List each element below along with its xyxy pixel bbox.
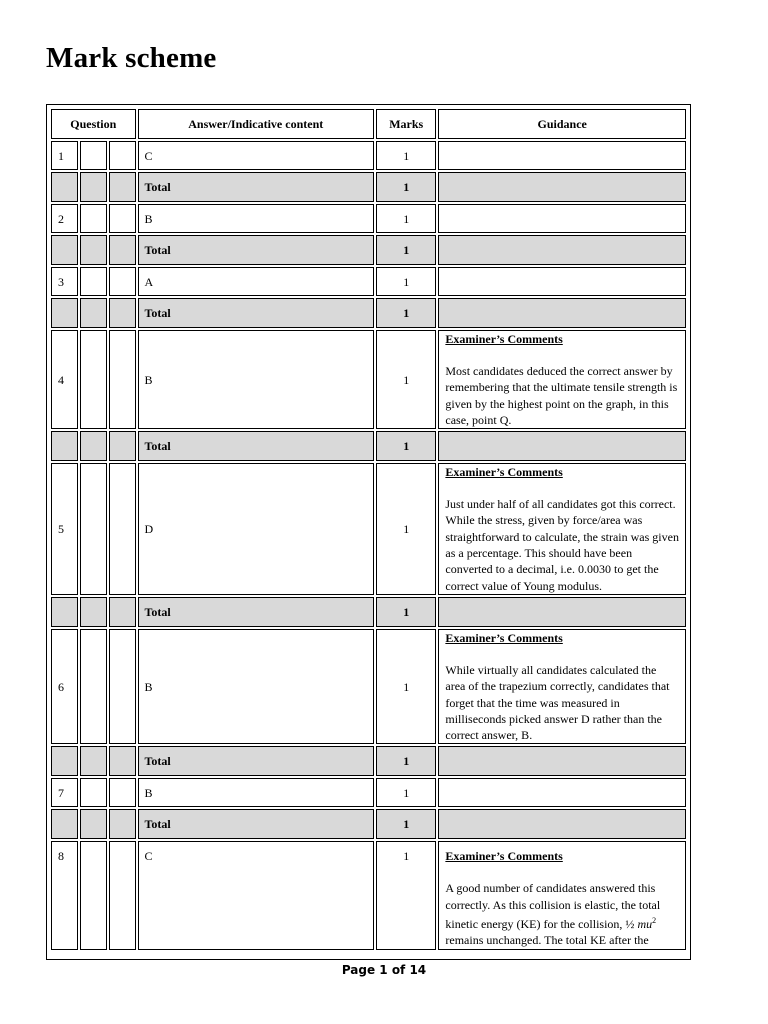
examiner-comments-text: Just under half of all candidates got this correct. While the stress, given by force/area was straightforward to calculate, the strain was given as a percentage. This should have been converted to a decimal, i.e. 0.0030 to get the correct value of Young modulus. <box>445 497 679 593</box>
guidance-cell <box>438 629 686 744</box>
table-row <box>51 141 686 170</box>
table-row <box>51 778 686 807</box>
guidance-cell <box>438 141 686 170</box>
total-label: Total <box>138 746 375 776</box>
total-label: Total <box>138 235 375 265</box>
examiner-comments-text: Most candidates deduced the correct answer by remembering that the ultimate tensile strength is given by the highest point on the graph, in this case, point Q. <box>445 364 678 427</box>
marks-cell: 1 <box>376 629 436 744</box>
table-row <box>51 204 686 233</box>
total-row <box>51 431 686 461</box>
question-number: 3 <box>51 267 78 296</box>
total-marks: 1 <box>376 298 436 328</box>
total-label: Total <box>138 298 375 328</box>
answer-cell: B <box>138 204 375 233</box>
marks-cell: 1 <box>376 463 436 595</box>
total-marks: 1 <box>376 746 436 776</box>
total-row <box>51 597 686 627</box>
guidance-cell <box>438 463 686 595</box>
mark-scheme-frame <box>46 104 691 960</box>
total-marks: 1 <box>376 809 436 839</box>
total-marks: 1 <box>376 235 436 265</box>
total-marks: 1 <box>376 172 436 202</box>
total-label: Total <box>138 172 375 202</box>
examiner-comments-heading: Examiner’s Comments <box>445 465 563 480</box>
examiner-comments-heading: Examiner’s Comments <box>445 849 563 864</box>
guidance-cell <box>438 778 686 807</box>
guidance-cell <box>438 204 686 233</box>
answer-cell: B <box>138 330 375 429</box>
total-row <box>51 809 686 839</box>
examiner-comments-heading: Examiner’s Comments <box>445 332 563 346</box>
guidance-cell <box>438 330 686 429</box>
marks-cell: 1 <box>376 267 436 296</box>
question-number: 8 <box>51 841 78 949</box>
total-label: Total <box>138 809 375 839</box>
page-footer: Page 1 of 14 <box>341 963 427 977</box>
guidance-cell <box>438 841 686 949</box>
total-row <box>51 746 686 776</box>
total-label: Total <box>138 597 375 627</box>
header-marks: Marks <box>376 109 436 139</box>
table-row <box>51 267 686 296</box>
answer-cell: A <box>138 267 375 296</box>
examiner-comments-text: While virtually all candidates calculated the area of the trapezium correctly, candidates that forget that the time was measured in milliseconds picked answer D rather than the correct answer, B. <box>445 662 670 743</box>
table-row <box>51 463 686 595</box>
marks-cell: 1 <box>376 141 436 170</box>
total-row <box>51 235 686 265</box>
guidance-cell <box>438 267 686 296</box>
question-number: 4 <box>51 330 78 429</box>
header-guidance: Guidance <box>438 109 686 139</box>
examiner-comments-text: A good number of candidates answered this correctly. As this collision is elastic, the total kinetic energy (KE) for the collision, ½ $mu^2$ remains unchanged. The total KE after the <box>445 881 661 948</box>
page-title: Mark scheme <box>46 42 217 74</box>
answer-cell: C <box>138 841 375 949</box>
answer-cell: C <box>138 141 375 170</box>
answer-cell: B <box>138 629 375 744</box>
total-row <box>51 298 686 328</box>
total-label: Total <box>138 431 375 461</box>
table-row <box>51 841 686 949</box>
question-number: 1 <box>51 141 78 170</box>
question-number: 6 <box>51 629 78 744</box>
examiner-comments-heading: Examiner’s Comments <box>445 630 563 645</box>
table-row <box>51 629 686 744</box>
marks-cell: 1 <box>376 778 436 807</box>
total-marks: 1 <box>376 431 436 461</box>
header-answer: Answer/Indicative content <box>138 109 375 139</box>
question-number: 5 <box>51 463 78 595</box>
question-number: 7 <box>51 778 78 807</box>
marks-cell: 1 <box>376 330 436 429</box>
total-row <box>51 172 686 202</box>
answer-cell: D <box>138 463 375 595</box>
header-question: Question <box>51 109 136 139</box>
table-row <box>51 330 686 429</box>
question-number: 2 <box>51 204 78 233</box>
table-header-row <box>51 109 686 139</box>
mark-scheme-table <box>49 107 688 952</box>
total-marks: 1 <box>376 597 436 627</box>
answer-cell: B <box>138 778 375 807</box>
marks-cell: 1 <box>376 204 436 233</box>
marks-cell: 1 <box>376 841 436 949</box>
